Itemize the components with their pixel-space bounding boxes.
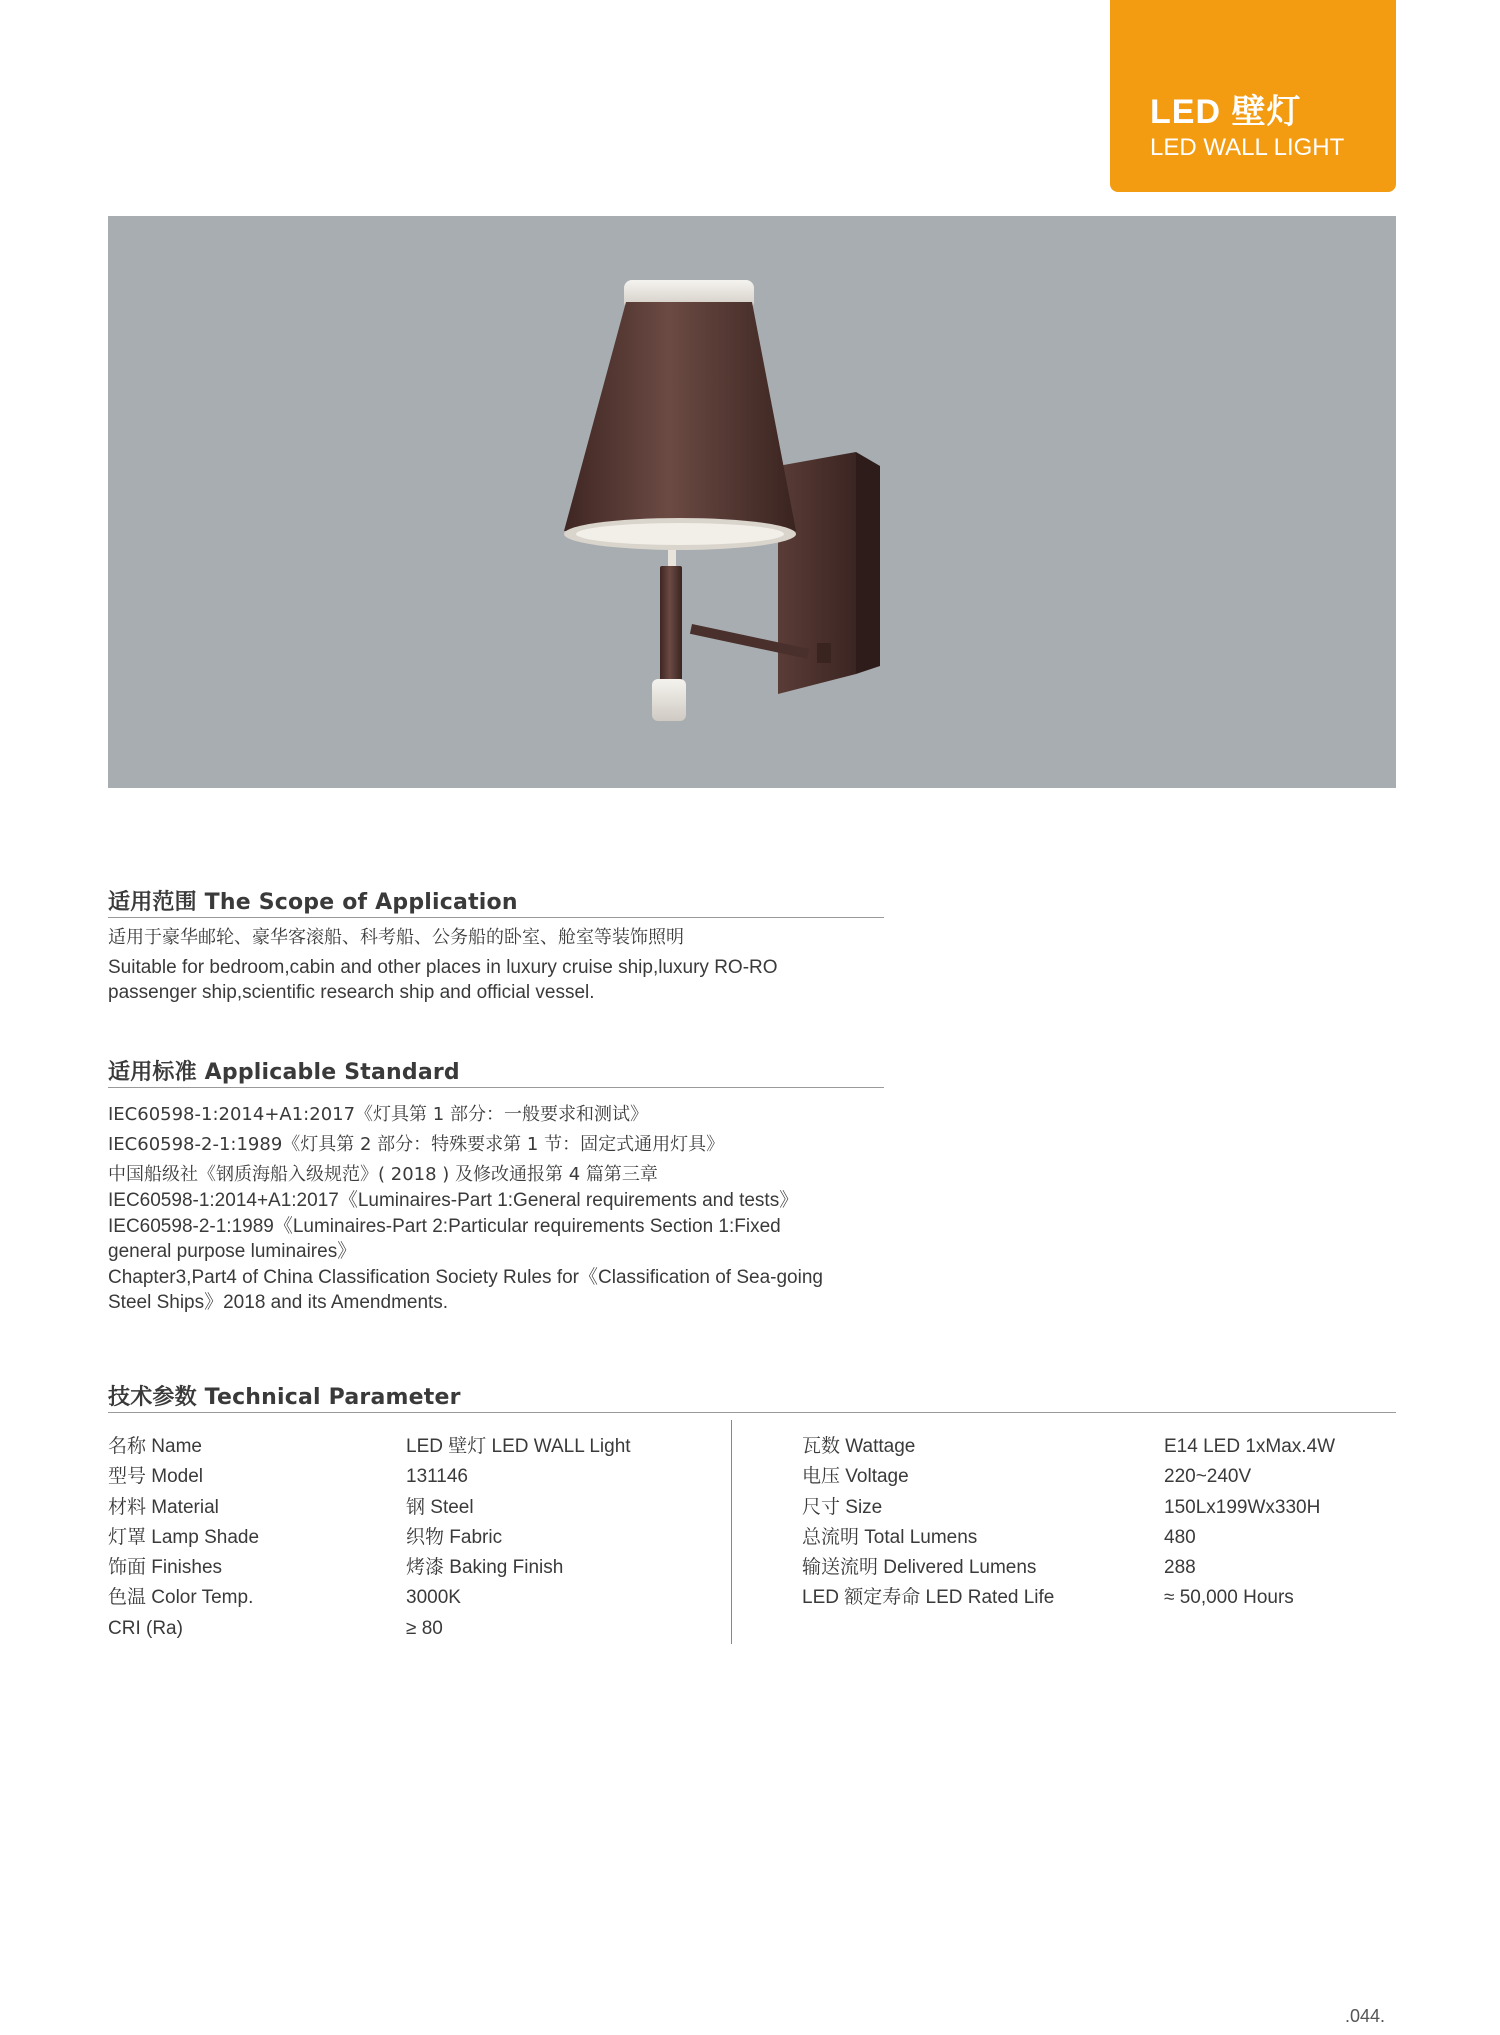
standard-line-en: Steel Ships》2018 and its Amendments. <box>108 1292 449 1313</box>
standard-line-en: IEC60598-1:2014+A1:2017《Luminaires-Part 1:General requirements and tests》 <box>108 1190 799 1211</box>
standard-line-cn: IEC60598-2-1:1989《灯具第 2 部分：特殊要求第 1 节：固定式通用灯具》 <box>108 1134 725 1155</box>
parameter-label: CRI (Ra) <box>108 1617 183 1639</box>
scope-text-cn: 适用于豪华邮轮、豪华客滚船、科考船、公务船的卧室、舱室等装饰照明 <box>108 927 684 948</box>
standard-line-en: general purpose luminaires》 <box>108 1241 357 1262</box>
scope-divider <box>108 917 884 918</box>
parameter-value: 220~240V <box>1164 1466 1252 1488</box>
standard-line-en: Chapter3,Part4 of China Classification Society Rules for《Classification of Sea-going <box>108 1266 823 1288</box>
product-photo <box>108 216 1396 788</box>
parameter-value: 3000K <box>406 1587 461 1609</box>
technical-divider <box>108 1412 1396 1413</box>
scope-heading: 适用范围 The Scope of Application <box>108 890 518 915</box>
parameter-value: 钢 Steel <box>406 1496 474 1518</box>
parameter-value: E14 LED 1xMax.4W <box>1164 1436 1336 1457</box>
standard-list-en <box>108 1188 888 1316</box>
parameter-value: 480 <box>1164 1526 1196 1548</box>
parameter-label: 色温 Color Temp. <box>108 1587 254 1609</box>
column-divider <box>731 1420 732 1644</box>
parameter-label: 材料 Material <box>108 1496 219 1518</box>
parameter-value: 150Lx199Wx330H <box>1164 1496 1321 1518</box>
parameter-label: 瓦数 Wattage <box>802 1436 916 1457</box>
parameter-label: 电压 Voltage <box>802 1466 909 1488</box>
parameter-label: 总流明 Total Lumens <box>802 1526 978 1548</box>
scope-text-en-line-2: passenger ship,scientific research ship and official vessel. <box>108 982 595 1003</box>
parameter-label: 型号 Model <box>108 1466 204 1488</box>
standard-list-cn <box>108 1100 888 1190</box>
technical-heading: 技术参数 Technical Parameter <box>108 1385 461 1410</box>
scope-text-en-line-1: Suitable for bedroom,cabin and other places in luxury cruise ship,luxury RO-RO <box>108 957 778 978</box>
parameter-label: 灯罩 Lamp Shade <box>108 1526 260 1548</box>
parameter-label: 尺寸 Size <box>802 1496 883 1518</box>
parameter-value: 288 <box>1164 1557 1196 1579</box>
standard-line-cn: IEC60598-1:2014+A1:2017《灯具第 1 部分：一般要求和测试》 <box>108 1104 648 1125</box>
standard-line-cn: 中国船级社《钢质海船入级规范》( 2018 ) 及修改通报第 4 篇第三章 <box>108 1164 658 1185</box>
parameter-label: 饰面 Finishes <box>108 1557 223 1579</box>
parameter-label: 输送流明 Delivered Lumens <box>802 1557 1037 1579</box>
page-number: .044. <box>1345 2006 1386 2026</box>
parameter-value: ≥ 80 <box>406 1617 443 1639</box>
parameter-value: ≈ 50,000 Hours <box>1164 1587 1294 1609</box>
wall-lamp-icon <box>108 216 1396 788</box>
category-tag <box>1110 0 1396 192</box>
parameter-value: 烤漆 Baking Finish <box>406 1557 564 1579</box>
standard-divider <box>108 1087 884 1088</box>
parameter-label: LED 额定寿命 LED Rated Life <box>802 1587 1055 1609</box>
category-title-en: LED WALL LIGHT <box>1150 134 1345 161</box>
parameter-value: LED 壁灯 LED WALL Light <box>406 1436 631 1457</box>
standard-heading: 适用标准 Applicable Standard <box>108 1060 460 1085</box>
parameter-value: 131146 <box>406 1466 468 1488</box>
standard-line-en: IEC60598-2-1:1989《Luminaires-Part 2:Particular requirements Section 1:Fixed <box>108 1215 781 1237</box>
parameter-label: 名称 Name <box>108 1436 202 1457</box>
category-title-cn: LED 壁灯 <box>1150 93 1302 131</box>
parameter-value: 织物 Fabric <box>406 1526 503 1548</box>
